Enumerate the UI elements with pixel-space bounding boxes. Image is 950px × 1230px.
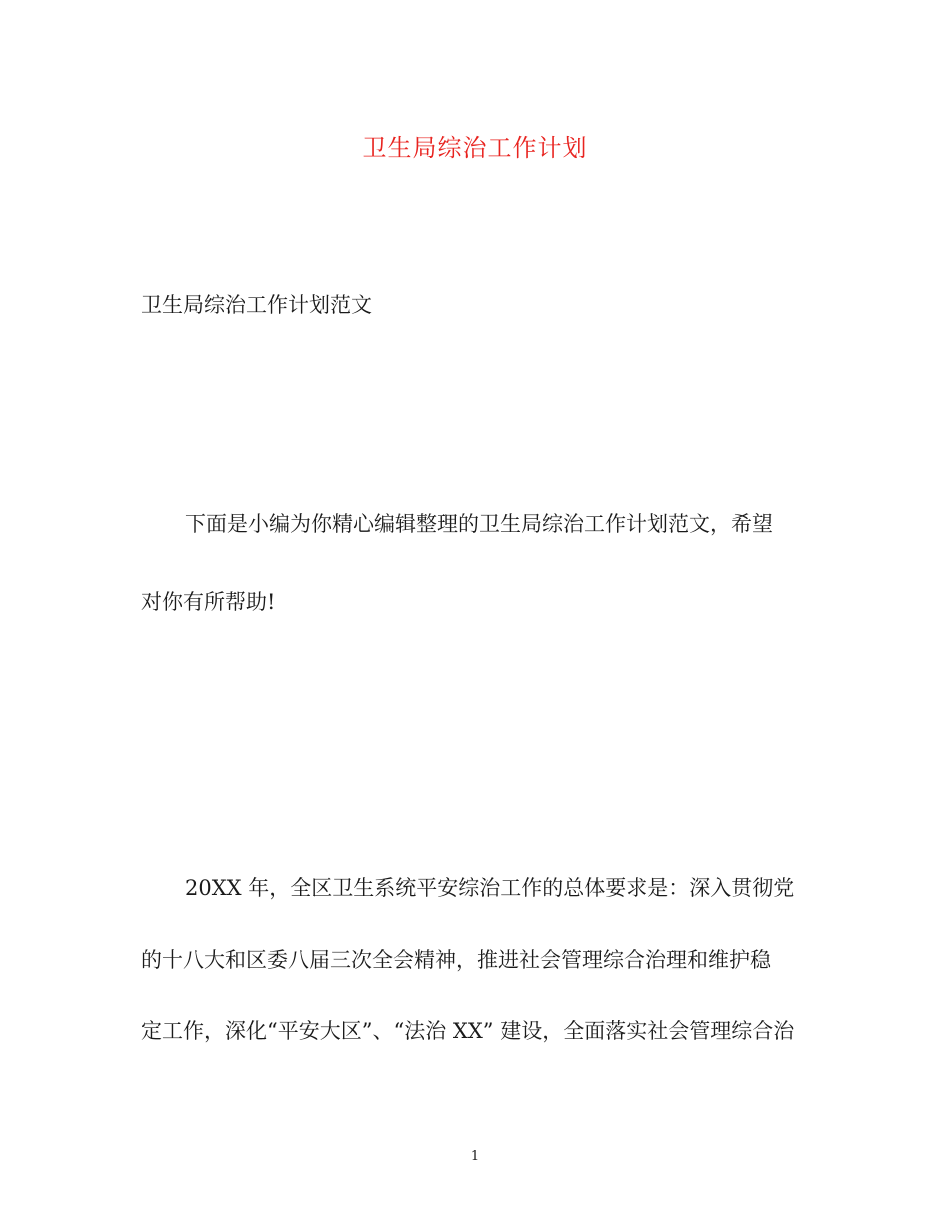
paragraph-2-line-2: 的十八大和区委八届三次全会精神，推进社会管理综合治理和维护稳 (141, 948, 771, 972)
document-title: 卫生局综治工作计划 (362, 134, 588, 162)
paragraph-1-line-2: 对你有所帮助! (141, 590, 276, 614)
document-subtitle: 卫生局综治工作计划范文 (141, 293, 372, 317)
page-number: 1 (470, 1149, 480, 1164)
paragraph-2-line-3: 定工作，深化“平安大区”、“法治 XX” 建设，全面落实社会管理综合治 (141, 1019, 795, 1043)
paragraph-1-line-1: 下面是小编为你精心编辑整理的卫生局综治工作计划范文，希望 (185, 512, 773, 536)
paragraph-2-line-1: 20XX 年，全区卫生系统平安综治工作的总体要求是：深入贯彻党 (185, 876, 795, 900)
